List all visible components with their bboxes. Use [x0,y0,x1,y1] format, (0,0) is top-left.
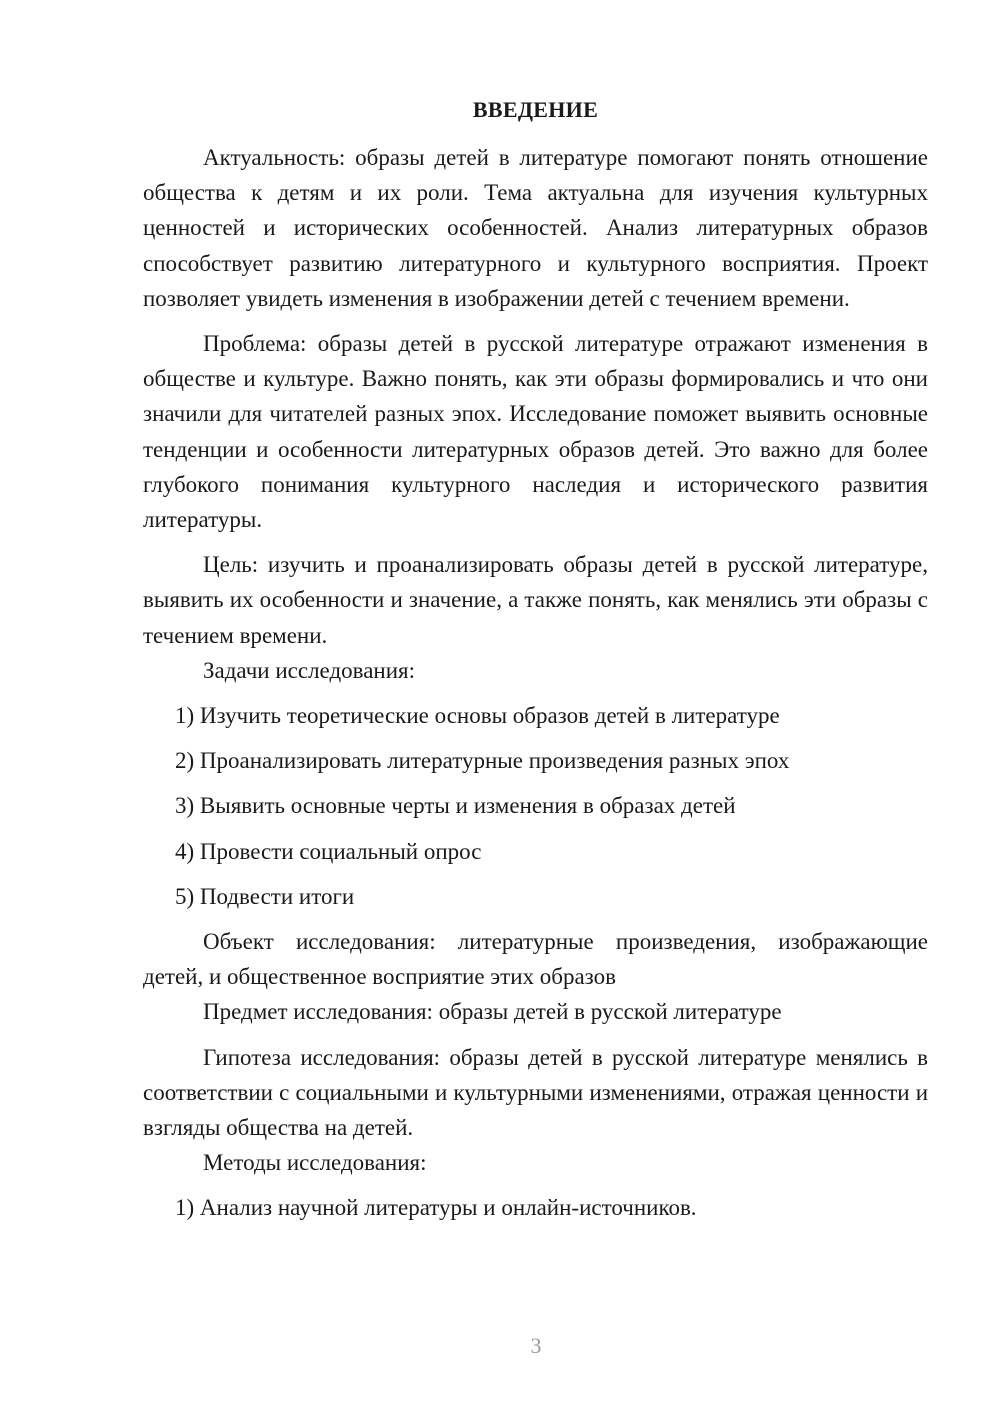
hypothesis-paragraph: Гипотеза исследования: образы детей в русской литературе менялись в соответствии с социальными и культурными изменениями, отражая ценности и взгляды общества на детей. [143,1044,928,1141]
page-number: 3 [530,1333,542,1358]
methods-title: Методы исследования: [203,1150,427,1176]
method-item: 1) Анализ научной литературы и онлайн-источников. [175,1195,697,1221]
task-item: 2) Проанализировать литературные произведения разных эпох [175,748,790,774]
subject-paragraph: Предмет исследования: образы детей в русской литературе [203,999,782,1025]
document-body [143,94,928,1226]
task-item: 1) Изучить теоретические основы образов детей в литературе [175,703,780,729]
relevance-paragraph: Актуальность: образы детей в литературе помогают понять отношение общества к детям и их роли. Тема актуальна для изучения культурных ценностей и исторических особенностей. Анализ литературных образов способствует развитию литературного и культурного восприятия. Проект позволяет увидеть изменения в изображении детей с течением времени. [143,145,928,311]
tasks-title: Задачи исследования: [203,657,416,683]
tasks-list [143,698,928,914]
task-item: 4) Провести социальный опрос [175,838,482,864]
goal-paragraph: Цель: изучить и проанализировать образы детей в русской литературе, выявить их особенности и значение, а также понять, как менялись эти образы с течением времени. [143,552,928,648]
section-heading: ВВЕДЕНИЕ [472,97,599,122]
problem-paragraph: Проблема: образы детей в русской литературе отражают изменения в обществе и культуре. Важно понять, как эти образы формировались и что они значили для читателей разных эпох. Исследование поможет выявить основные тенденции и особенности литературных образов детей. Это важно для более глубокого понимания культурного наследия и исторического развития литературы. [143,331,928,533]
task-item: 5) Подвести итоги [175,883,355,909]
object-paragraph: Объект исследования: литературные произведения, изображающие детей, и общественное восприятие этих образов [143,929,928,990]
methods-list [143,1190,928,1225]
task-item: 3) Выявить основные черты и изменения в образах детей [175,793,736,819]
